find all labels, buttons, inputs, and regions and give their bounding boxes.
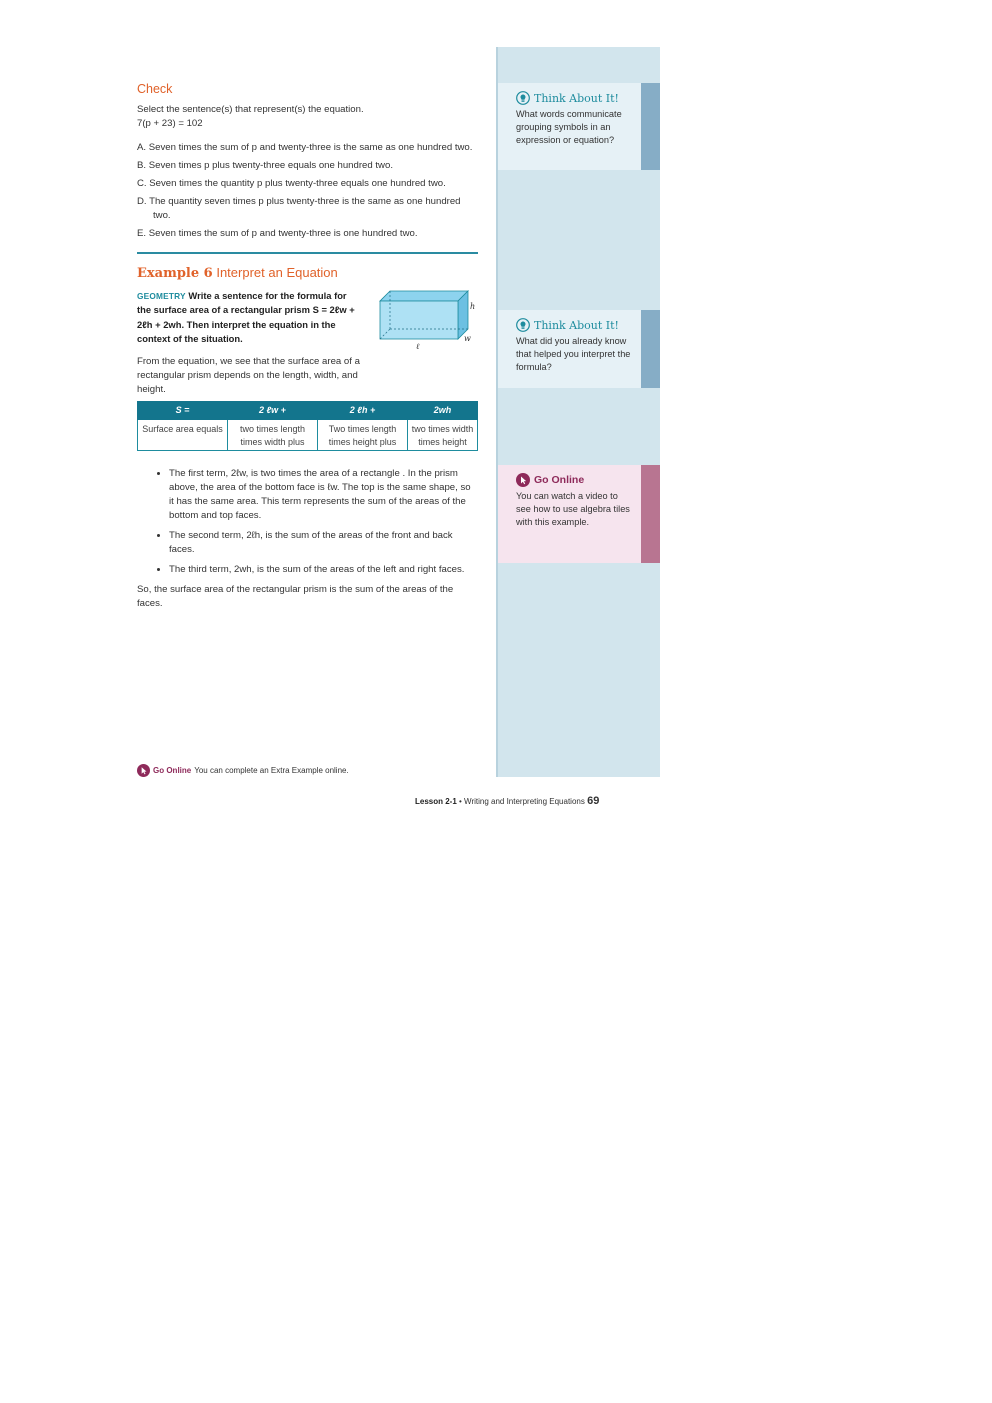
cursor-click-icon bbox=[137, 764, 150, 777]
page-footer bbox=[415, 795, 599, 807]
height-label: h bbox=[470, 302, 476, 311]
note-body: What words communicate grouping symbols in an expression or equation? bbox=[516, 109, 622, 145]
answer-option-e[interactable]: E. Seven times the sum of p and twenty-three is one hundred two. bbox=[137, 228, 418, 239]
answer-option-d[interactable]: D. The quantity seven times p plus twenty-three is the same as one hundred two. bbox=[137, 196, 461, 221]
think-about-it-note-1 bbox=[498, 83, 641, 170]
lightbulb-icon bbox=[516, 91, 530, 105]
table-cell: Two times length times height plus bbox=[318, 420, 408, 451]
note-title: Think About It! bbox=[534, 91, 619, 105]
list-item: • The first term, 2ℓw, is two times the area of a rectangle . In the prism above, the area of the bottom face is ℓw. The top is the same shape, so it has the same area. This term represents the sum of the areas of the bottom and top faces. bbox=[169, 467, 478, 523]
table-cell: Surface area equals bbox=[138, 420, 228, 451]
table-row bbox=[138, 420, 478, 451]
go-online-note[interactable] bbox=[498, 465, 641, 563]
lesson-title: • Writing and Interpreting Equations bbox=[456, 797, 588, 806]
example-prompt bbox=[137, 289, 363, 351]
lesson-number: Lesson 2-1 bbox=[415, 797, 457, 806]
table-header: 2wh bbox=[408, 402, 478, 420]
check-heading: Check bbox=[137, 82, 173, 96]
table-header: 2 ℓh + bbox=[318, 402, 408, 420]
go-online-text: You can complete an Extra Example online. bbox=[194, 766, 349, 775]
table-header: S = bbox=[138, 402, 228, 420]
example-heading bbox=[137, 266, 478, 281]
main-column bbox=[137, 82, 478, 611]
answer-option-a[interactable]: A. Seven times the sum of p and twenty-three is the same as one hundred two. bbox=[137, 142, 473, 153]
explanation-list bbox=[137, 467, 478, 577]
prompt-text: Write a sentence for the formula for the surface area of a rectangular prism S = 2ℓw + 2ℓh + 2wh. Then interpret the equation in the context of the situation. bbox=[137, 290, 355, 344]
formula-table bbox=[137, 401, 478, 451]
note-body: What did you already know that helped you interpret the formula? bbox=[516, 336, 631, 372]
check-equation: 7(p + 23) = 102 bbox=[137, 118, 203, 129]
check-prompt: Select the sentence(s) that represent(s) the equation. bbox=[137, 104, 364, 115]
lightbulb-icon bbox=[516, 318, 530, 332]
section-divider bbox=[137, 252, 478, 254]
answer-option-c[interactable]: C. Seven times the quantity p plus twenty-three equals one hundred two. bbox=[137, 178, 446, 189]
extra-example-link[interactable] bbox=[137, 764, 349, 777]
example-number: Example 6 bbox=[137, 266, 213, 281]
go-online-label: Go Online bbox=[153, 766, 192, 775]
note-title: Think About It! bbox=[534, 318, 619, 332]
length-label: ℓ bbox=[416, 342, 420, 351]
think-about-it-note-2 bbox=[498, 310, 641, 388]
list-item: • The third term, 2wh, is the sum of the areas of the left and right faces. bbox=[169, 563, 478, 577]
cursor-click-icon bbox=[516, 473, 530, 487]
note-body: You can watch a video to see how to use algebra tiles with this example. bbox=[516, 491, 630, 527]
table-header: 2 ℓw + bbox=[228, 402, 318, 420]
list-item: • The second term, 2ℓh, is the sum of the areas of the front and back faces. bbox=[169, 529, 478, 557]
example-title: Interpret an Equation bbox=[216, 265, 338, 280]
note-title: Go Online bbox=[534, 474, 585, 486]
margin-sidebar bbox=[496, 47, 660, 777]
conclusion-paragraph: So, the surface area of the rectangular prism is the sum of the areas of the faces. bbox=[137, 584, 454, 609]
width-label: w bbox=[464, 334, 471, 343]
table-cell: two times length times width plus bbox=[228, 420, 318, 451]
table-cell: two times width times height bbox=[408, 420, 478, 451]
intro-paragraph: From the equation, we see that the surface area of a rectangular prism depends on the length, width, and height. bbox=[137, 356, 360, 395]
subject-tag: GEOMETRY bbox=[137, 291, 186, 301]
answer-option-b[interactable]: B. Seven times p plus twenty-three equals one hundred two. bbox=[137, 160, 393, 171]
rectangular-prism-figure bbox=[378, 289, 478, 351]
page-number: 69 bbox=[587, 795, 600, 807]
